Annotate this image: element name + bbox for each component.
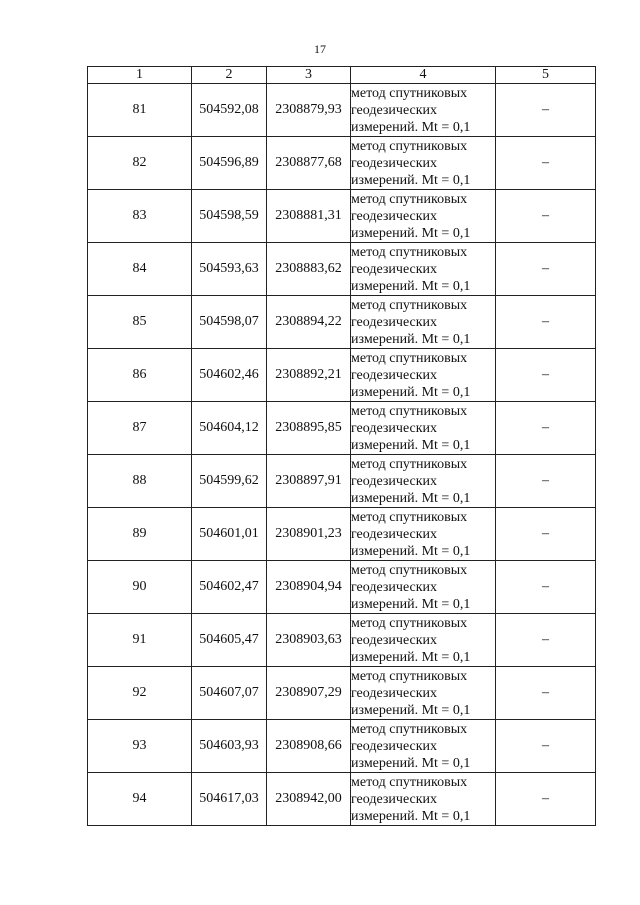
x-coordinate-cell: 504593,63 <box>192 243 267 296</box>
x-coordinate-cell: 504598,59 <box>192 190 267 243</box>
method-text-line: геодезических <box>351 526 438 542</box>
x-coordinate-cell: 504604,12 <box>192 402 267 455</box>
method-text-line: геодезических <box>351 473 438 489</box>
note-cell: – <box>496 667 596 720</box>
method-text-line: метод спутниковых <box>351 191 468 207</box>
note-cell: – <box>496 773 596 826</box>
method-cell <box>351 402 496 455</box>
method-text-line: геодезических <box>351 420 438 436</box>
method-text-line: метод спутниковых <box>351 85 468 101</box>
column-header-point-number: 1 <box>88 67 192 84</box>
table-row <box>88 349 596 402</box>
method-text-line: измерений. Mt = 0,1 <box>351 437 471 453</box>
point-number-cell: 85 <box>88 296 192 349</box>
y-coordinate-cell: 2308879,93 <box>267 84 351 137</box>
table-row <box>88 402 596 455</box>
method-text-line: метод спутниковых <box>351 297 468 313</box>
table-row <box>88 296 596 349</box>
note-cell: – <box>496 455 596 508</box>
x-coordinate-cell: 504598,07 <box>192 296 267 349</box>
method-text-line: измерений. Mt = 0,1 <box>351 225 471 241</box>
method-text-line: метод спутниковых <box>351 403 468 419</box>
table-header-row <box>88 67 596 84</box>
y-coordinate-cell: 2308907,29 <box>267 667 351 720</box>
method-text-line: метод спутниковых <box>351 138 468 154</box>
column-header-y: 3 <box>267 67 351 84</box>
y-coordinate-cell: 2308892,21 <box>267 349 351 402</box>
method-text-line: измерений. Mt = 0,1 <box>351 543 471 559</box>
method-text-line: метод спутниковых <box>351 350 468 366</box>
note-cell: – <box>496 508 596 561</box>
method-text-line: метод спутниковых <box>351 562 468 578</box>
method-text-line: метод спутниковых <box>351 774 468 790</box>
y-coordinate-cell: 2308901,23 <box>267 508 351 561</box>
method-text-line: метод спутниковых <box>351 668 468 684</box>
method-text-line: метод спутниковых <box>351 721 468 737</box>
note-cell: – <box>496 402 596 455</box>
table-row <box>88 137 596 190</box>
table-row <box>88 773 596 826</box>
method-cell <box>351 190 496 243</box>
method-text-line: метод спутниковых <box>351 509 468 525</box>
method-text-line: геодезических <box>351 791 438 807</box>
note-cell: – <box>496 349 596 402</box>
x-coordinate-cell: 504596,89 <box>192 137 267 190</box>
method-text-line: измерений. Mt = 0,1 <box>351 119 471 135</box>
point-number-cell: 89 <box>88 508 192 561</box>
method-text-line: метод спутниковых <box>351 244 468 260</box>
point-number-cell: 94 <box>88 773 192 826</box>
table-row <box>88 243 596 296</box>
x-coordinate-cell: 504599,62 <box>192 455 267 508</box>
note-cell: – <box>496 561 596 614</box>
table-row <box>88 84 596 137</box>
method-cell <box>351 561 496 614</box>
method-cell <box>351 349 496 402</box>
note-cell: – <box>496 614 596 667</box>
method-cell <box>351 296 496 349</box>
note-cell: – <box>496 190 596 243</box>
table-body <box>88 84 596 826</box>
method-text-line: измерений. Mt = 0,1 <box>351 702 471 718</box>
table-row <box>88 561 596 614</box>
coordinates-table <box>87 66 596 826</box>
method-text-line: измерений. Mt = 0,1 <box>351 172 471 188</box>
method-text-line: измерений. Mt = 0,1 <box>351 755 471 771</box>
point-number-cell: 88 <box>88 455 192 508</box>
method-text-line: геодезических <box>351 738 438 754</box>
point-number-cell: 86 <box>88 349 192 402</box>
point-number-cell: 82 <box>88 137 192 190</box>
method-cell <box>351 84 496 137</box>
method-text-line: геодезических <box>351 314 438 330</box>
table-row <box>88 667 596 720</box>
method-text-line: измерений. Mt = 0,1 <box>351 278 471 294</box>
point-number-cell: 90 <box>88 561 192 614</box>
y-coordinate-cell: 2308903,63 <box>267 614 351 667</box>
method-text-line: измерений. Mt = 0,1 <box>351 490 471 506</box>
y-coordinate-cell: 2308883,62 <box>267 243 351 296</box>
x-coordinate-cell: 504601,01 <box>192 508 267 561</box>
y-coordinate-cell: 2308881,31 <box>267 190 351 243</box>
method-text-line: геодезических <box>351 632 438 648</box>
note-cell: – <box>496 243 596 296</box>
method-cell <box>351 667 496 720</box>
x-coordinate-cell: 504607,07 <box>192 667 267 720</box>
x-coordinate-cell: 504603,93 <box>192 720 267 773</box>
method-text-line: метод спутниковых <box>351 456 468 472</box>
x-coordinate-cell: 504617,03 <box>192 773 267 826</box>
y-coordinate-cell: 2308904,94 <box>267 561 351 614</box>
table-row <box>88 455 596 508</box>
note-cell: – <box>496 720 596 773</box>
method-cell <box>351 508 496 561</box>
y-coordinate-cell: 2308942,00 <box>267 773 351 826</box>
point-number-cell: 83 <box>88 190 192 243</box>
point-number-cell: 93 <box>88 720 192 773</box>
method-text-line: измерений. Mt = 0,1 <box>351 808 471 824</box>
method-cell <box>351 137 496 190</box>
method-text-line: геодезических <box>351 155 438 171</box>
note-cell: – <box>496 137 596 190</box>
column-header-x: 2 <box>192 67 267 84</box>
method-text-line: измерений. Mt = 0,1 <box>351 649 471 665</box>
x-coordinate-cell: 504592,08 <box>192 84 267 137</box>
point-number-cell: 81 <box>88 84 192 137</box>
method-cell <box>351 455 496 508</box>
point-number-cell: 91 <box>88 614 192 667</box>
y-coordinate-cell: 2308908,66 <box>267 720 351 773</box>
point-number-cell: 92 <box>88 667 192 720</box>
y-coordinate-cell: 2308894,22 <box>267 296 351 349</box>
method-text-line: геодезических <box>351 367 438 383</box>
method-text-line: геодезических <box>351 685 438 701</box>
point-number-cell: 87 <box>88 402 192 455</box>
note-cell: – <box>496 84 596 137</box>
method-text-line: измерений. Mt = 0,1 <box>351 331 471 347</box>
table-row <box>88 190 596 243</box>
method-cell <box>351 614 496 667</box>
table-row <box>88 508 596 561</box>
method-cell <box>351 773 496 826</box>
y-coordinate-cell: 2308895,85 <box>267 402 351 455</box>
point-number-cell: 84 <box>88 243 192 296</box>
method-cell <box>351 243 496 296</box>
page-number: 17 <box>314 42 326 56</box>
method-text-line: геодезических <box>351 102 438 118</box>
x-coordinate-cell: 504605,47 <box>192 614 267 667</box>
note-cell: – <box>496 296 596 349</box>
y-coordinate-cell: 2308877,68 <box>267 137 351 190</box>
method-text-line: геодезических <box>351 579 438 595</box>
column-header-method: 4 <box>351 67 496 84</box>
method-text-line: измерений. Mt = 0,1 <box>351 384 471 400</box>
method-text-line: геодезических <box>351 261 438 277</box>
method-cell <box>351 720 496 773</box>
table-row <box>88 720 596 773</box>
method-text-line: измерений. Mt = 0,1 <box>351 596 471 612</box>
table-row <box>88 614 596 667</box>
column-header-note: 5 <box>496 67 596 84</box>
method-text-line: метод спутниковых <box>351 615 468 631</box>
method-text-line: геодезических <box>351 208 438 224</box>
y-coordinate-cell: 2308897,91 <box>267 455 351 508</box>
x-coordinate-cell: 504602,47 <box>192 561 267 614</box>
x-coordinate-cell: 504602,46 <box>192 349 267 402</box>
